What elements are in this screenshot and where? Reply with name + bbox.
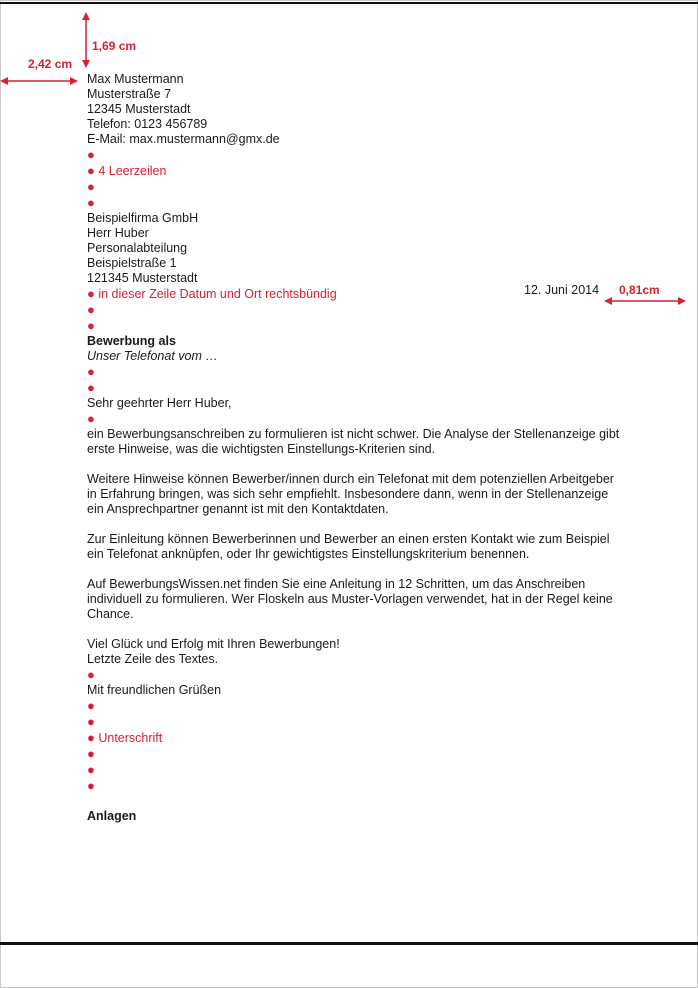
bullet-icon: ●	[87, 746, 95, 761]
recipient-person: Herr Huber	[87, 226, 149, 240]
bullet-icon: ●	[87, 179, 95, 194]
blank-line-marker	[87, 364, 627, 380]
empty-line	[87, 457, 627, 472]
blank-line-marker	[87, 778, 627, 794]
blank-line-marker	[87, 714, 627, 730]
sender-email: E-Mail: max.mustermann@gmx.de	[87, 132, 280, 146]
top-margin-arrow	[82, 12, 90, 68]
blank-line-marker	[87, 762, 627, 778]
attachments-heading: Anlagen	[87, 809, 137, 823]
signature-hint-text: Unterschrift	[98, 731, 163, 745]
blank-line-marker	[87, 179, 627, 195]
sender-block	[87, 72, 627, 824]
recipient-company: Beispielfirma GmbH	[87, 211, 199, 225]
empty-line	[87, 794, 627, 809]
body-paragraph-2: Weitere Hinweise können Bewerber/innen durch ein Telefonat mit dem potenziellen Arbeitgeber in Erfahrung bringen, was sich sehr empfiehlt. Insbesondere dann, wenn in der Stellenanzeige ein Ansprechpartner genannt ist mit den Kontaktdaten.	[87, 472, 614, 516]
bullet-icon: ●	[87, 286, 95, 301]
closing-formula: Mit freundlichen Grüßen	[87, 683, 222, 697]
blank-lines-hint-text: 4 Leerzeilen	[98, 164, 167, 178]
empty-line	[87, 622, 627, 637]
body-closing-line-1: Viel Glück und Erfolg mit Ihren Bewerbungen!	[87, 637, 340, 651]
right-margin-label: 0,81cm	[619, 283, 660, 297]
sender-city: 12345 Musterstadt	[87, 102, 191, 116]
bullet-icon: ●	[87, 380, 95, 395]
bullet-icon: ●	[87, 163, 95, 178]
blank-line-marker	[87, 667, 627, 683]
blank-line-marker	[87, 746, 627, 762]
subject-reference: Unser Telefonat vom …	[87, 349, 218, 363]
salutation: Sehr geehrter Herr Huber,	[87, 396, 232, 410]
left-margin-arrow	[0, 77, 78, 85]
sender-name: Max Mustermann	[87, 72, 184, 86]
bullet-icon: ●	[87, 778, 95, 793]
blank-line-marker	[87, 411, 627, 427]
blank-line-hint	[87, 163, 627, 179]
left-margin-label: 2,42 cm	[28, 57, 73, 71]
empty-line	[87, 517, 627, 532]
blank-line-marker	[87, 318, 627, 334]
blank-line-marker	[87, 302, 627, 318]
footer-border-line	[0, 942, 698, 945]
letter-date: 12. Juni 2014	[524, 283, 600, 297]
bullet-icon: ●	[87, 195, 95, 210]
signature-hint	[87, 730, 627, 746]
bullet-icon: ●	[87, 411, 95, 426]
sender-phone: Telefon: 0123 456789	[87, 117, 208, 131]
body-closing-line-2: Letzte Zeile des Textes.	[87, 652, 219, 666]
bullet-icon: ●	[87, 302, 95, 317]
bullet-icon: ●	[87, 364, 95, 379]
body-paragraph-1: ein Bewerbungsanschreiben zu formulieren ist nicht schwer. Die Analyse der Stellenanzeige gibt erste Hinweise, was die wichtigsten Einstellungs-Kriterien sind.	[87, 427, 620, 456]
sender-street: Musterstraße 7	[87, 87, 172, 101]
body-paragraph-3: Zur Einleitung können Bewerberinnen und Bewerber an einen ersten Kontakt wie zum Beispiel ein Telefonat anknüpfen, oder Ihr gewichtigstes Einstellungskriterium benennen.	[87, 532, 610, 561]
bullet-icon: ●	[87, 667, 95, 682]
bullet-icon: ●	[87, 730, 95, 745]
recipient-city: 121345 Musterstadt	[87, 271, 198, 285]
recipient-department: Personalabteilung	[87, 241, 188, 255]
empty-line	[87, 562, 627, 577]
recipient-street: Beispielstraße 1	[87, 256, 177, 270]
bullet-icon: ●	[87, 714, 95, 729]
body-paragraph-4: Auf BewerbungsWissen.net finden Sie eine Anleitung in 12 Schritten, um das Anschreiben individuell zu formulieren. Wer Floskeln aus Muster-Vorlagen verwendet, hat in der Regel keine Chance.	[87, 577, 613, 621]
blank-line-marker	[87, 195, 627, 211]
bullet-icon: ●	[87, 147, 95, 162]
subject-title: Bewerbung als	[87, 334, 176, 348]
bullet-icon: ●	[87, 762, 95, 777]
date-line-hint-text: in dieser Zeile Datum und Ort rechtsbündig	[98, 287, 337, 301]
blank-line-marker	[87, 147, 627, 163]
blank-line-marker	[87, 380, 627, 396]
bullet-icon: ●	[87, 318, 95, 333]
bullet-icon: ●	[87, 698, 95, 713]
blank-line-marker	[87, 698, 627, 714]
top-margin-label: 1,69 cm	[92, 39, 137, 53]
